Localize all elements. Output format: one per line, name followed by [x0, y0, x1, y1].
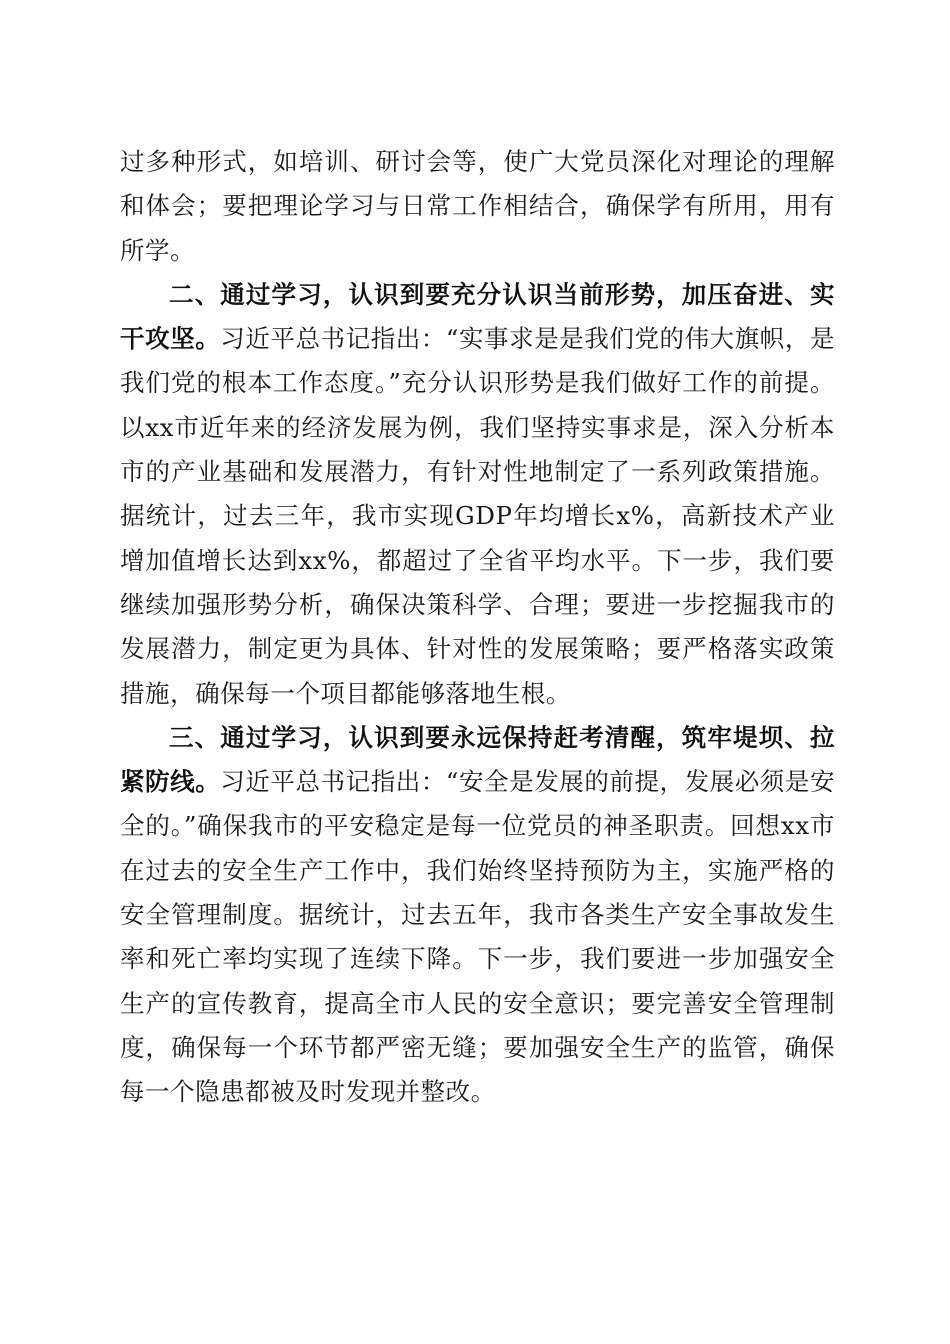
- paragraph-body: 习近平总书记指出：“安全是发展的前提，发展必须是安全的。”确保我市的平安稳定是每一位党员的神圣职责。回想xx市在过去的安全生产工作中，我们始终坚持预防为主，实施严格的安全管理制度。据统计，过去五年，我市各类生产安全事故发生率和死亡率均实现了连续下降。下一步，我们要进一步加强安全生产的宣传教育，提高全市人民的安全意识；要完善安全管理制度，确保每一个环节都严密无缝；要加强安全生产的监管，确保每一个隐患都被及时发现并整改。: [120, 767, 835, 1107]
- paragraph-continuation: [120, 140, 835, 273]
- paragraph-body: 过多种形式，如培训、研讨会等，使广大党员深化对理论的理解和体会；要把理论学习与日常工作相结合，确保学有所用，用有所学。: [120, 147, 835, 265]
- paragraph-section-two: [120, 273, 835, 716]
- section-heading: 三、通过学习，认识到要永远保持赶考清醒，筑牢堤坝、拉紧防线。: [120, 722, 835, 797]
- document-body: [120, 140, 835, 1115]
- section-heading: 二、通过学习，认识到要充分认识当前形势，加压奋进、实干攻坚。: [120, 279, 835, 354]
- paragraph-section-three: [120, 716, 835, 1115]
- paragraph-body: 习近平总书记指出：“实事求是是我们党的伟大旗帜，是我们党的根本工作态度。”充分认识形势是我们做好工作的前提。以xx市近年来的经济发展为例，我们坚持实事求是，深入分析本市的产业基础和发展潜力，有针对性地制定了一系列政策措施。据统计，过去三年，我市实现GDP年均增长x%，高新技术产业增加值增长达到xx%，都超过了全省平均水平。下一步，我们要继续加强形势分析，确保决策科学、合理；要进一步挖掘我市的发展潜力，制定更为具体、针对性的发展策略；要严格落实政策措施，确保每一个项目都能够落地生根。: [120, 324, 835, 708]
